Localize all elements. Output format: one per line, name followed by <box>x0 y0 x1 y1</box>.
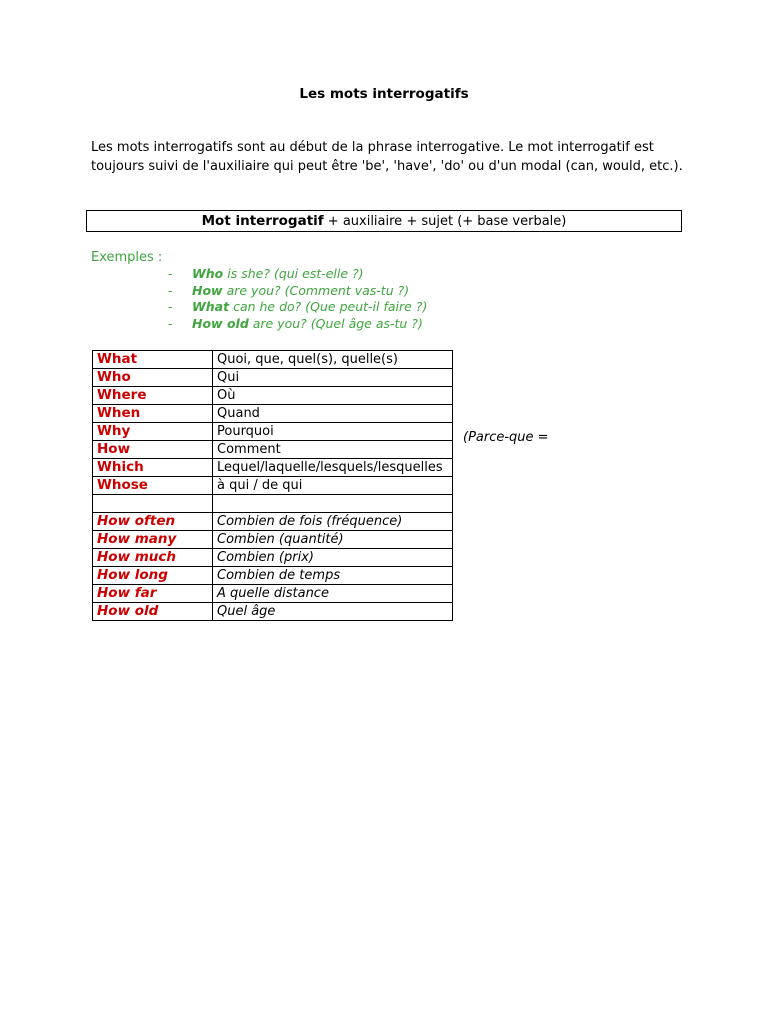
english-word <box>93 495 213 513</box>
question-words-table <box>92 350 453 621</box>
french-translation: Quel âge <box>213 602 453 620</box>
example-keyword: What <box>192 299 230 314</box>
formula-keyword: Mot interrogatif <box>201 213 324 229</box>
table-row <box>93 405 453 423</box>
formula-box <box>86 210 682 232</box>
examples-label: Exemples : <box>91 250 163 265</box>
table-row <box>93 548 453 566</box>
example-text: are you? (Comment vas-tu ?) <box>222 282 410 298</box>
french-translation: Lequel/laquelle/lesquels/lesquelles <box>213 459 453 477</box>
table-row <box>93 387 453 405</box>
english-word: How much <box>93 548 213 566</box>
example-keyword: How old <box>192 315 249 331</box>
table-row <box>93 369 453 387</box>
table-row <box>93 566 453 584</box>
english-word: How many <box>93 530 213 548</box>
english-word: How far <box>93 584 213 602</box>
french-translation: Combien de temps <box>213 566 453 584</box>
french-translation: Combien (prix) <box>213 548 453 566</box>
english-word: Who <box>93 369 213 387</box>
table-row <box>93 602 453 620</box>
intro-line: toujours suivi de l'auxiliaire qui peut être 'be', 'have', 'do' ou d'un modal (can, would, etc.). <box>91 159 683 174</box>
french-translation: Quoi, que, quel(s), quelle(s) <box>213 351 453 369</box>
example-text: can he do? (Que peut-il faire ?) <box>229 299 428 314</box>
english-word: Why <box>93 423 213 441</box>
example-keyword: Who <box>192 266 224 281</box>
table-row <box>93 441 453 459</box>
table-row <box>93 459 453 477</box>
french-translation: Combien de fois (fréquence) <box>213 512 453 530</box>
english-word: How often <box>93 512 213 530</box>
example-keyword: How <box>192 282 223 298</box>
example-item <box>168 299 427 316</box>
french-translation: Qui <box>213 369 453 387</box>
side-note: (Parce-que = <box>463 430 549 445</box>
intro-line: Les mots interrogatifs sont au début de la phrase interrogative. Le mot interrogatif est <box>91 140 654 155</box>
french-translation: Combien (quantité) <box>213 530 453 548</box>
english-word: What <box>93 351 213 369</box>
english-word: When <box>93 405 213 423</box>
english-word: Which <box>93 459 213 477</box>
french-translation: Comment <box>213 441 453 459</box>
english-word: How long <box>93 566 213 584</box>
table-row <box>93 512 453 530</box>
french-translation: à qui / de qui <box>213 477 453 495</box>
table-row-empty <box>93 495 453 513</box>
example-item <box>168 283 427 300</box>
table-row <box>93 477 453 495</box>
table-row <box>93 351 453 369</box>
example-text: is she? (qui est-elle ?) <box>223 266 364 281</box>
english-word: How old <box>93 602 213 620</box>
english-word: Where <box>93 387 213 405</box>
table-row <box>93 423 453 441</box>
french-translation: Où <box>213 387 453 405</box>
examples-list <box>168 266 427 332</box>
french-translation: Pourquoi <box>213 423 453 441</box>
french-translation <box>213 495 453 513</box>
example-item <box>168 316 427 333</box>
french-translation: Quand <box>213 405 453 423</box>
list-dash: - <box>168 315 173 331</box>
english-word: Whose <box>93 477 213 495</box>
french-translation: A quelle distance <box>213 584 453 602</box>
intro-paragraph <box>91 138 691 176</box>
example-item <box>168 266 427 283</box>
formula-rest: + auxiliaire + sujet (+ base verbale) <box>323 214 567 229</box>
english-word: How <box>93 441 213 459</box>
list-dash: - <box>168 282 173 298</box>
table-row <box>93 530 453 548</box>
example-text: are you? (Quel âge as-tu ?) <box>248 315 423 331</box>
table-row <box>93 584 453 602</box>
page-title: Les mots interrogatifs <box>299 86 469 102</box>
list-dash: - <box>168 266 173 281</box>
list-dash: - <box>168 299 173 314</box>
